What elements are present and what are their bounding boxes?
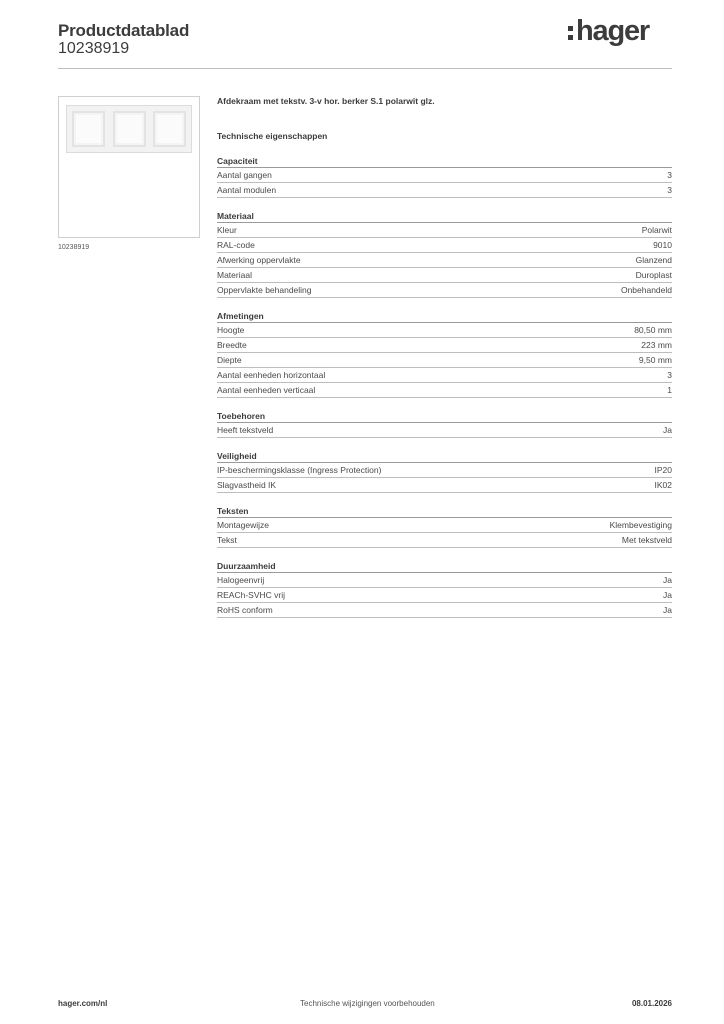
section-title: Toebehoren bbox=[217, 410, 672, 423]
spec-value: 223 mm bbox=[641, 340, 672, 350]
spec-section bbox=[217, 450, 672, 493]
spec-row bbox=[217, 603, 672, 618]
spec-section bbox=[217, 410, 672, 438]
spec-label: RoHS conform bbox=[217, 605, 273, 615]
spec-label: Oppervlakte behandeling bbox=[217, 285, 312, 295]
product-image bbox=[58, 96, 200, 238]
tech-heading: Technische eigenschappen bbox=[217, 131, 328, 141]
spec-value: Polarwit bbox=[641, 225, 672, 235]
logo-dots-icon bbox=[568, 26, 573, 40]
spec-label: Tekst bbox=[217, 535, 237, 545]
spec-section bbox=[217, 155, 672, 198]
spec-row bbox=[217, 518, 672, 533]
spec-row bbox=[217, 168, 672, 183]
spec-value: Ja bbox=[663, 575, 672, 585]
footer-note: Technische wijzigingen voorbehouden bbox=[300, 999, 435, 1008]
spec-value: Ja bbox=[663, 605, 672, 615]
frame-icon bbox=[66, 105, 192, 153]
spec-row bbox=[217, 253, 672, 268]
spec-label: Halogeenvrij bbox=[217, 575, 265, 585]
spec-label: Afwerking oppervlakte bbox=[217, 255, 301, 265]
spec-value: Klembevestiging bbox=[609, 520, 672, 530]
spec-value: Onbehandeld bbox=[620, 285, 672, 295]
spec-value: Ja bbox=[663, 425, 672, 435]
frame-opening bbox=[72, 111, 105, 147]
spec-row bbox=[217, 238, 672, 253]
spec-row bbox=[217, 463, 672, 478]
spec-label: IP-beschermingsklasse (Ingress Protection) bbox=[217, 465, 382, 475]
section-title: Capaciteit bbox=[217, 155, 672, 168]
spec-label: Slagvastheid IK bbox=[217, 480, 277, 490]
spec-row bbox=[217, 353, 672, 368]
spec-label: Materiaal bbox=[217, 270, 252, 280]
section-title: Teksten bbox=[217, 505, 672, 518]
footer-website: hager.com/nl bbox=[58, 999, 108, 1008]
spec-section bbox=[217, 560, 672, 618]
spec-row bbox=[217, 338, 672, 353]
section-title: Afmetingen bbox=[217, 310, 672, 323]
spec-row bbox=[217, 183, 672, 198]
spec-value: 80,50 mm bbox=[634, 325, 672, 335]
spec-label: Breedte bbox=[217, 340, 247, 350]
spec-row bbox=[217, 588, 672, 603]
footer-date: 08.01.2026 bbox=[631, 999, 672, 1008]
section-title: Materiaal bbox=[217, 210, 672, 223]
spec-label: Aantal modulen bbox=[217, 185, 277, 195]
spec-value: IP20 bbox=[654, 465, 672, 475]
spec-row bbox=[217, 383, 672, 398]
frame-opening bbox=[153, 111, 186, 147]
spec-label: Diepte bbox=[217, 355, 242, 365]
spec-value: Glanzend bbox=[635, 255, 672, 265]
frame-opening bbox=[113, 111, 146, 147]
logo-text: hager bbox=[576, 15, 649, 47]
hager-logo bbox=[568, 15, 649, 47]
spec-label: Kleur bbox=[217, 225, 237, 235]
image-caption: 10238919 bbox=[58, 244, 90, 251]
spec-label: Aantal gangen bbox=[217, 170, 272, 180]
spec-row bbox=[217, 423, 672, 438]
spec-label: Aantal eenheden verticaal bbox=[217, 385, 316, 395]
spec-value: 3 bbox=[667, 170, 672, 180]
spec-label: Aantal eenheden horizontaal bbox=[217, 370, 326, 380]
spec-row bbox=[217, 533, 672, 548]
spec-value: 3 bbox=[667, 370, 672, 380]
header-divider bbox=[58, 68, 672, 69]
spec-row bbox=[217, 323, 672, 338]
spec-label: Heeft tekstveld bbox=[217, 425, 274, 435]
spec-label: REACh-SVHC vrij bbox=[217, 590, 286, 600]
product-number: 10238919 bbox=[58, 40, 130, 57]
spec-row bbox=[217, 573, 672, 588]
spec-section bbox=[217, 210, 672, 298]
spec-section bbox=[217, 505, 672, 548]
spec-value: Ja bbox=[663, 590, 672, 600]
spec-label: Hoogte bbox=[217, 325, 245, 335]
section-title: Veiligheid bbox=[217, 450, 672, 463]
spec-row bbox=[217, 283, 672, 298]
spec-row bbox=[217, 223, 672, 238]
spec-section bbox=[217, 310, 672, 398]
spec-row bbox=[217, 268, 672, 283]
spec-value: 9010 bbox=[653, 240, 672, 250]
spec-value: Met tekstveld bbox=[621, 535, 672, 545]
spec-value: 1 bbox=[667, 385, 672, 395]
product-details bbox=[217, 95, 672, 618]
spec-label: RAL-code bbox=[217, 240, 255, 250]
page-title: Productdatablad bbox=[58, 21, 190, 40]
spec-value: 3 bbox=[667, 185, 672, 195]
spec-value: Duroplast bbox=[635, 270, 672, 280]
spec-value: IK02 bbox=[654, 480, 672, 490]
spec-label: Montagewijze bbox=[217, 520, 269, 530]
spec-row bbox=[217, 368, 672, 383]
product-description: Afdekraam met tekstv. 3-v hor. berker S.1 polarwit glz. bbox=[217, 96, 435, 106]
section-title: Duurzaamheid bbox=[217, 560, 672, 573]
spec-row bbox=[217, 478, 672, 493]
spec-value: 9,50 mm bbox=[638, 355, 672, 365]
spec-sections bbox=[217, 155, 672, 618]
